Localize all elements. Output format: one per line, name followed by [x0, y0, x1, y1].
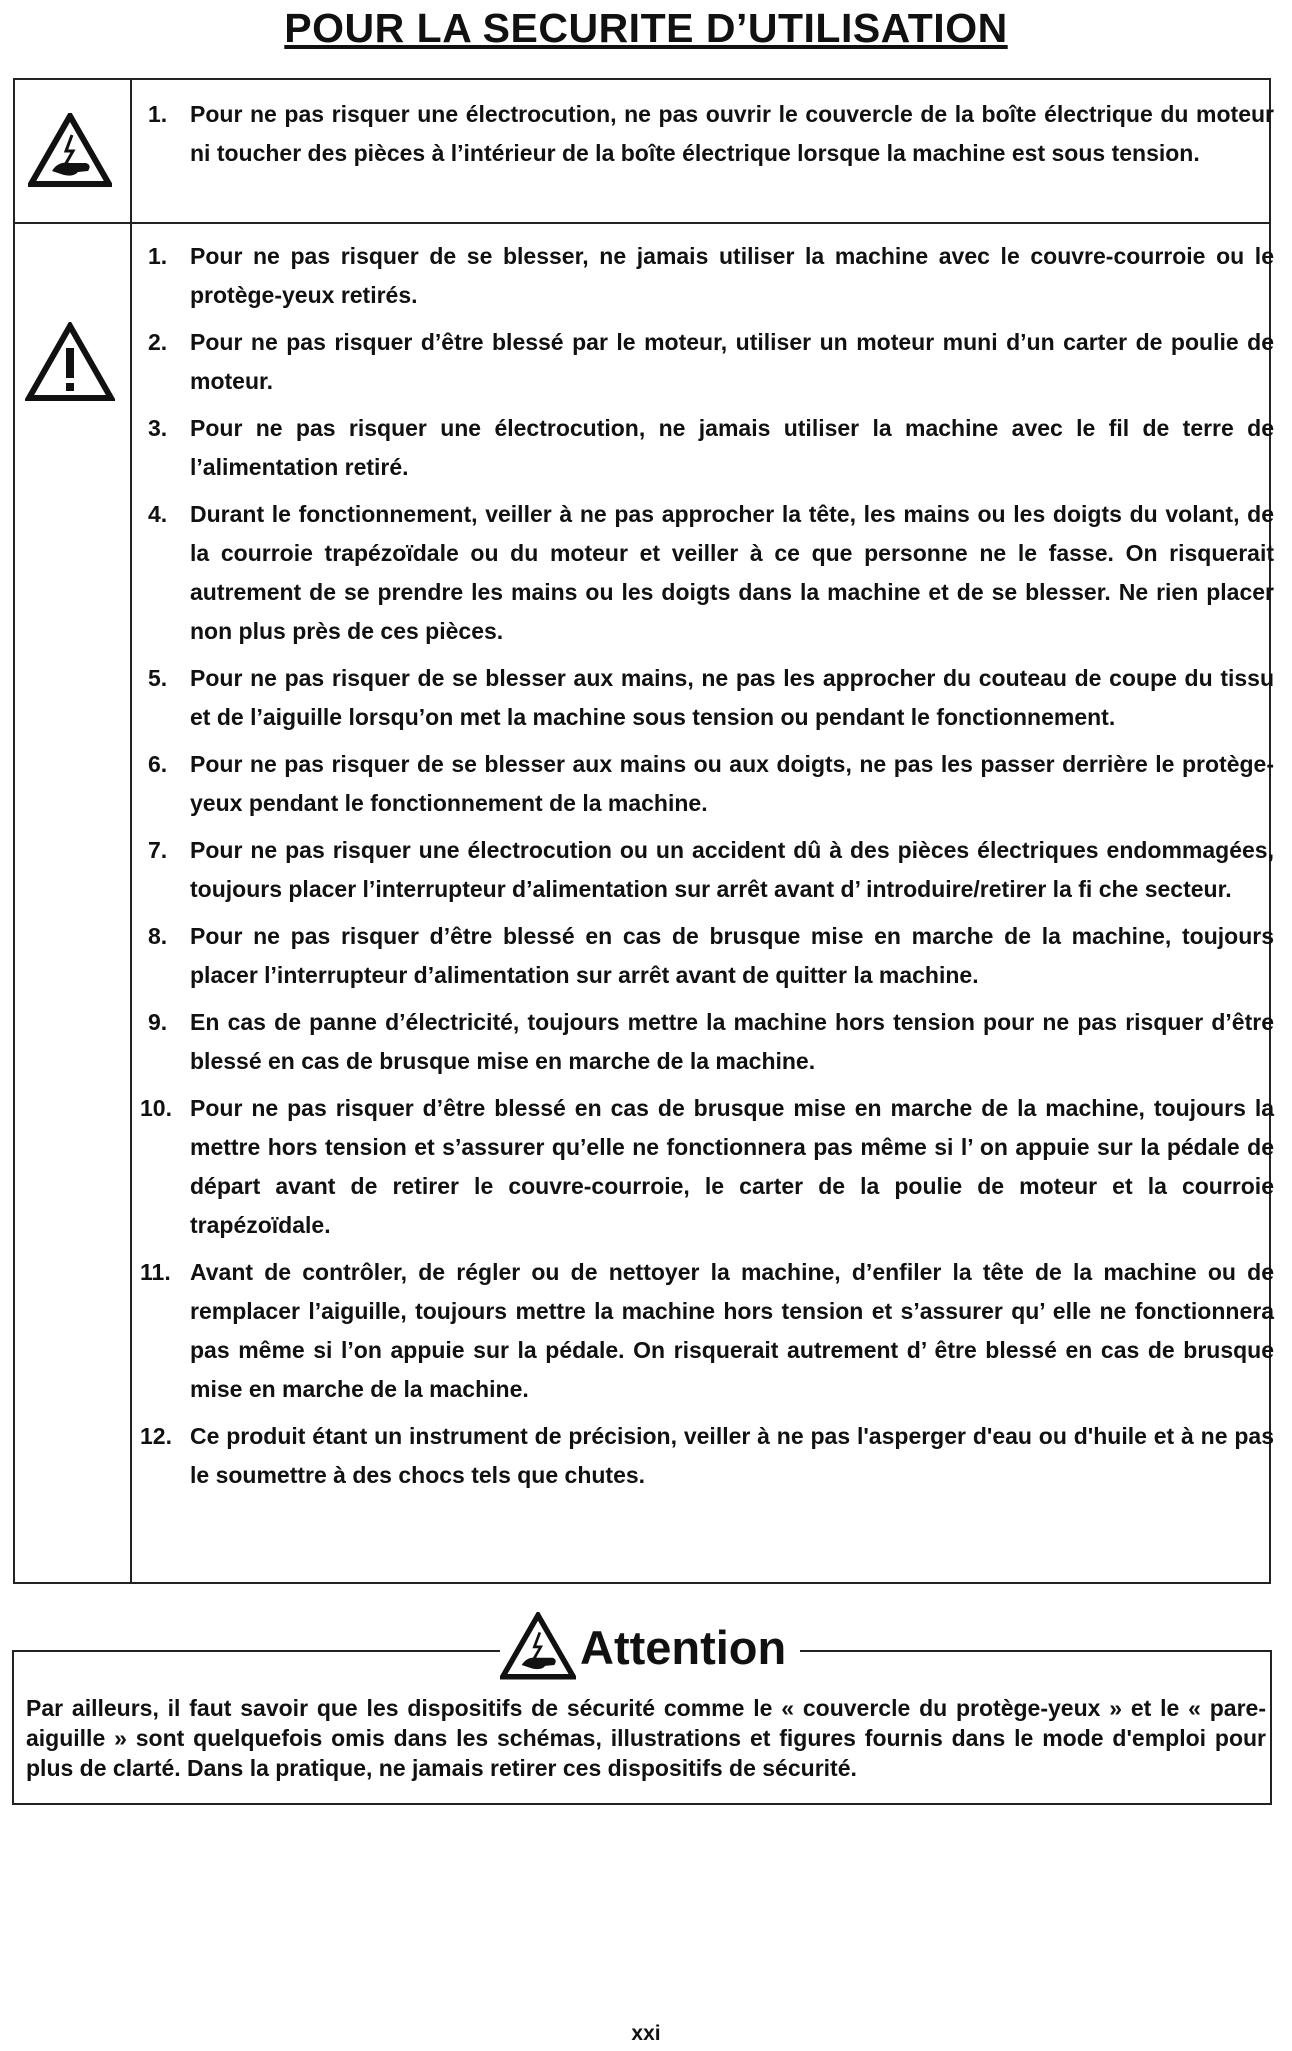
item-text: Durant le fonctionnement, veiller à ne pas approcher la tête, les mains ou les doigts du volant, de la courroie trapézoïdale ou du moteur et veiller à ce que personne ne le fasse. On risquerait autrement de se prendre les mains ou les doigts dans la machine et de se blesser. Ne rien placer non plus près de ces pièces. [190, 501, 1274, 644]
electric-shock-warning-icon [500, 1612, 576, 1685]
list-item [140, 409, 1274, 487]
list-item [140, 659, 1274, 737]
item-number: 9. [148, 1009, 168, 1035]
electric-warning-list [140, 95, 1274, 181]
list-item [140, 745, 1274, 823]
item-number: 12. [140, 1423, 172, 1449]
item-number: 3. [148, 415, 168, 441]
item-text: Pour ne pas risquer une électrocution ou un accident dû à des pièces électriques endommagées, toujours placer l’interrupteur d’alimentation sur arrêt avant d’ introduire/retirer la fi che secteur. [190, 837, 1274, 902]
item-text: Ce produit étant un instrument de précision, veiller à ne pas l'asperger d'eau ou d'huile et à ne pas le soumettre à des chocs tels que chutes. [190, 1423, 1274, 1488]
list-item [140, 831, 1274, 909]
item-text: Pour ne pas risquer de se blesser aux mains, ne pas les approcher du couteau de coupe du tissu et de l’aiguille lorsqu’on met la machine sous tension ou pendant le fonctionnement. [190, 665, 1274, 730]
item-text: Pour ne pas risquer de se blesser aux mains ou aux doigts, ne pas les passer derrière le protège-yeux pendant le fonctionnement de la machine. [190, 751, 1274, 816]
electric-shock-warning-icon [28, 113, 112, 192]
list-item [140, 917, 1274, 995]
page-title [0, 0, 1292, 56]
list-item [140, 1253, 1274, 1409]
item-text: Pour ne pas risquer d’être blessé en cas de brusque mise en marche de la machine, toujours placer l’interrupteur d’alimentation sur arrêt avant de quitter la machine. [190, 923, 1274, 988]
page-title-text: POUR LA SECURITE D’UTILISATION [284, 5, 1008, 51]
warning-exclamation-icon [25, 322, 115, 407]
item-number: 6. [148, 751, 168, 777]
icon-column-divider [130, 80, 132, 222]
list-item [140, 1089, 1274, 1245]
attention-title: Attention [580, 1621, 787, 1674]
list-item [140, 95, 1274, 173]
item-number: 8. [148, 923, 168, 949]
attention-text: Par ailleurs, il faut savoir que les dispositifs de sécurité comme le « couvercle du protège-yeux » et le « pare-aiguille » sont quelquefois omis dans les schémas, illustrations et figures fournis dans le mode d'emploi pour plus de clarté. Dans la pratique, ne jamais retirer ces dispositifs de sécurité. [26, 1695, 1266, 1781]
item-number: 7. [148, 837, 168, 863]
icon-column-divider [130, 224, 132, 1582]
page-number: xxi [631, 2022, 661, 2045]
item-text: Pour ne pas risquer de se blesser, ne jamais utiliser la machine avec le couvre-courroie ou le protège-yeux retirés. [190, 243, 1274, 308]
item-text: Avant de contrôler, de régler ou de nettoyer la machine, d’enfiler la tête de la machine ou de remplacer l’aiguille, toujours mettre la machine hors tension et s’assurer qu’ elle ne fonctionnera pas même si l’on appuie sur la pédale. On risquerait autrement d’ être blessé en cas de brusque mise en marche de la machine. [190, 1259, 1274, 1402]
item-text: Pour ne pas risquer une électrocution, ne jamais utiliser la machine avec le fil de terre de l’alimentation retiré. [190, 415, 1274, 480]
attention-heading [0, 1612, 1292, 1688]
item-text: Pour ne pas risquer d’être blessé en cas de brusque mise en marche de la machine, toujours la mettre hors tension et s’assurer qu’elle ne fonctionnera pas même si l’ on appuie sur la pédale de départ avant de retirer le couvre-courroie, le carter de la poulie de moteur et la courroie trapézoïdale. [190, 1095, 1274, 1238]
list-item [140, 237, 1274, 315]
item-text: Pour ne pas risquer d’être blessé par le moteur, utiliser un moteur muni d’un carter de poulie de moteur. [190, 329, 1274, 394]
item-text: Pour ne pas risquer une électrocution, ne pas ouvrir le couvercle de la boîte électrique du moteur ni toucher des pièces à l’intérieur de la boîte électrique lorsque la machine est sous tension. [190, 101, 1274, 166]
item-number: 1. [148, 101, 168, 127]
list-item [140, 1003, 1274, 1081]
list-item [140, 495, 1274, 651]
item-number: 4. [148, 501, 168, 527]
list-item [140, 1417, 1274, 1495]
item-number: 11. [140, 1259, 171, 1285]
caution-list [140, 237, 1274, 1503]
item-number: 2. [148, 329, 168, 355]
item-number: 1. [148, 243, 168, 269]
item-number: 10. [140, 1095, 172, 1121]
item-text: En cas de panne d’électricité, toujours mettre la machine hors tension pour ne pas risquer d’être blessé en cas de brusque mise en marche de la machine. [190, 1009, 1274, 1074]
list-item [140, 323, 1274, 401]
item-number: 5. [148, 665, 168, 691]
